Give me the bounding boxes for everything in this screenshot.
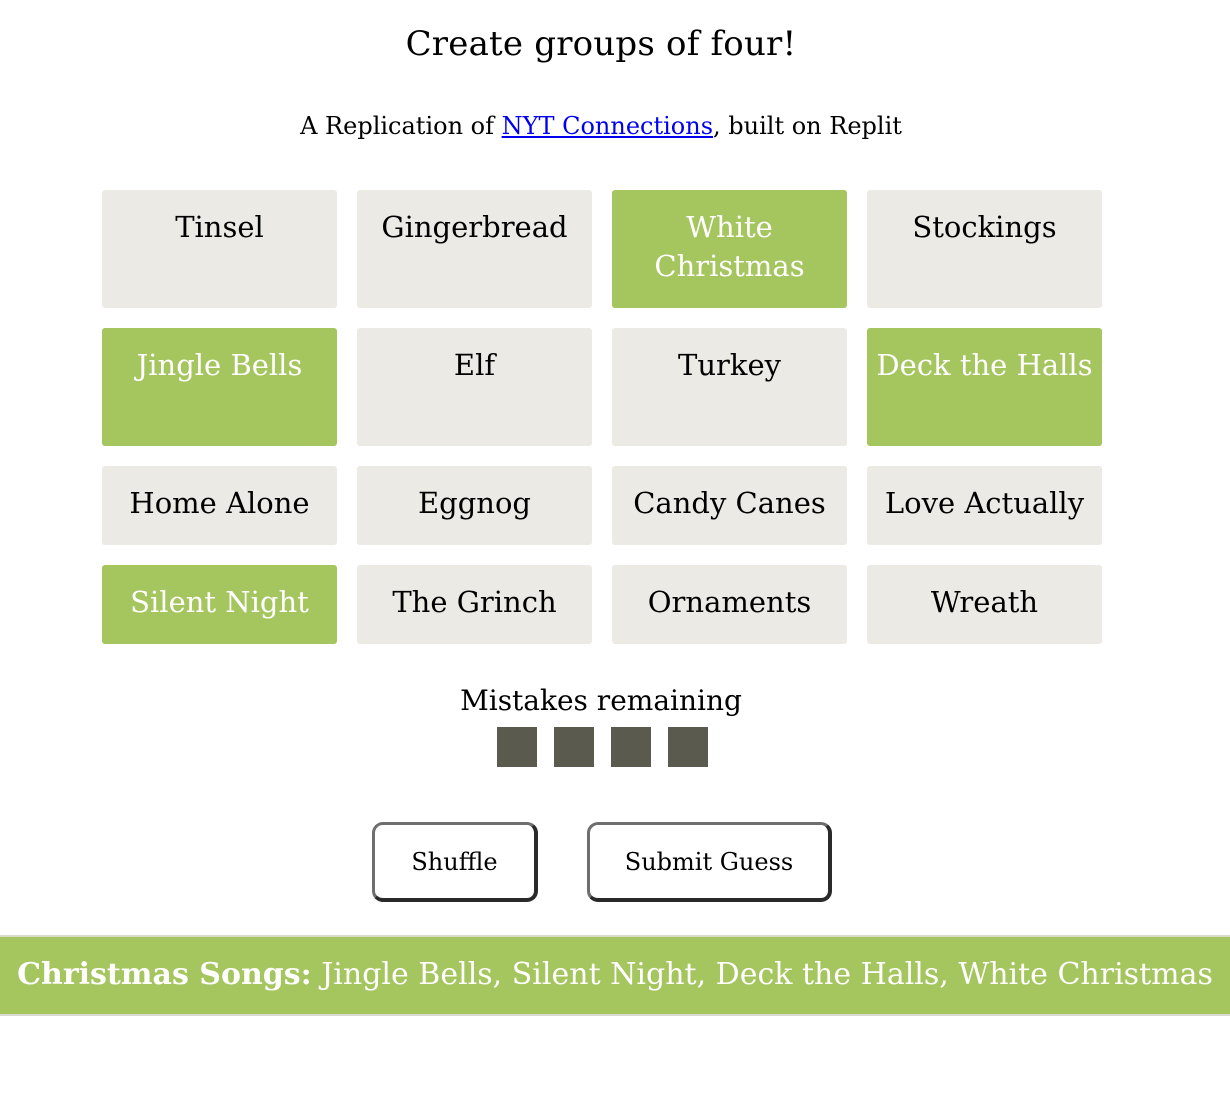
- word-tile[interactable]: Jingle Bells: [102, 328, 337, 446]
- word-tile[interactable]: Ornaments: [612, 565, 847, 644]
- word-tile[interactable]: The Grinch: [357, 565, 592, 644]
- mistake-indicators: [497, 727, 708, 767]
- word-tile[interactable]: Elf: [357, 328, 592, 446]
- nyt-connections-link[interactable]: NYT Connections: [501, 112, 714, 140]
- mistake-indicator: [497, 727, 537, 767]
- word-tile[interactable]: Deck the Halls: [867, 328, 1102, 446]
- shuffle-button[interactable]: Shuffle: [372, 822, 538, 902]
- word-tile[interactable]: Home Alone: [102, 466, 337, 545]
- word-tile[interactable]: Gingerbread: [357, 190, 592, 308]
- mistake-indicator: [668, 727, 708, 767]
- mistake-indicator: [554, 727, 594, 767]
- word-tile[interactable]: Wreath: [867, 565, 1102, 644]
- submit-guess-button[interactable]: Submit Guess: [587, 822, 832, 902]
- solved-category-banner: [0, 935, 1230, 1016]
- word-tile[interactable]: Silent Night: [102, 565, 337, 644]
- word-grid: [102, 190, 1102, 644]
- mistake-indicator: [611, 727, 651, 767]
- word-tile[interactable]: Candy Canes: [612, 466, 847, 545]
- mistakes-remaining-label: Mistakes remaining: [460, 684, 742, 717]
- subtitle-suffix: , built on Replit: [713, 112, 902, 140]
- word-tile[interactable]: Love Actually: [867, 466, 1102, 545]
- subtitle: [0, 112, 1202, 140]
- solved-category-members: Jingle Bells, Silent Night, Deck the Halls, White Christmas: [311, 957, 1213, 992]
- word-tile[interactable]: Turkey: [612, 328, 847, 446]
- page-title: Create groups of four!: [405, 24, 797, 64]
- word-tile[interactable]: White Christmas: [612, 190, 847, 308]
- word-tile[interactable]: Stockings: [867, 190, 1102, 308]
- word-tile[interactable]: Eggnog: [357, 466, 592, 545]
- subtitle-prefix: A Replication of: [300, 112, 502, 140]
- solved-category-name: Christmas Songs:: [17, 957, 312, 992]
- word-tile[interactable]: Tinsel: [102, 190, 337, 308]
